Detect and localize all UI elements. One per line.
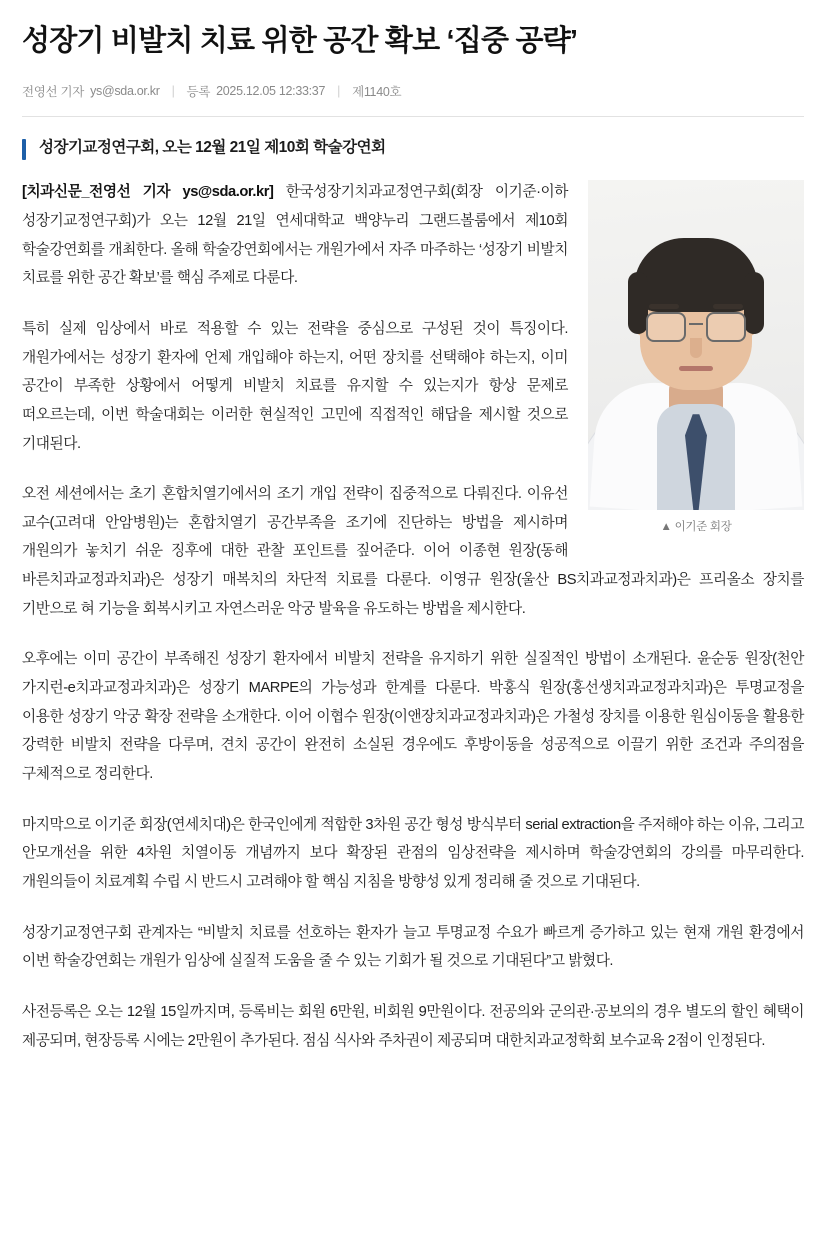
subheadline-block [22,137,804,160]
paragraph: 사전등록은 오는 12월 15일까지며, 등록비는 회원 6만원, 비회원 9만원이다. 전공의와 군의관·공보의의 경우 별도의 할인 혜택이 제공되며, 현장등록 시에는 2만원이 추가된다. 점심 식사와 주차권이 제공되며 대한치과교정학회 보수교육 2점이 인정된다. [22,1004,804,1049]
byline-divider-1: | [171,84,175,99]
byline-registered-label: 등록 [186,85,211,100]
lead-label: [치과신문_전영선 기자 ys@sda.or.kr] [22,184,274,201]
paragraph: 특히 실제 임상에서 바로 적용할 수 있는 전략을 중심으로 구성된 것이 특징이다. 개원가에서는 성장기 환자에 언제 개입해야 하는지, 어떤 장치를 선택해야 하는지, 이미 공간이 부족한 상황에서 어떻게 비발치 치료를 유지할 수 있는지가 항상 문제로 떠오르는데, 이번 학술대회는 이러한 현실적인 고민에 직접적인 해답을 제시할 것으로 기대된다. [22,320,568,452]
byline-author: 전영선 기자 [22,85,85,100]
portrait-image [588,180,804,510]
page-title: 성장기 비발치 치료 위한 공간 확보 ‘집중 공략’ [22,25,578,57]
paragraph: 성장기교정연구회 관계자는 “비발치 치료를 선호하는 환자가 늘고 투명교정 수요가 빠르게 증가하고 있는 현재 개원 환경에서 이번 학술강연회는 개원가 임상에 실질적 도움을 줄 수 있는 기회가 될 것으로 기대된다”고 밝혔다. [22,924,804,970]
figure-caption-text: 이기준 회장 [674,521,732,534]
article-body [22,178,804,1055]
byline-registered-datetime: 2025.12.05 12:33:37 [216,84,326,99]
paragraph: 오전 세션에서는 초기 혼합치열기에서의 조기 개입 전략이 집중적으로 다뤄진다. 이유선 교수(고려대 안암병원)는 혼합치열기 공간부족을 조기에 진단하는 방법을 제시하며 개원의가 놓치기 쉬운 징후에 대한 관찰 포인트를 짚어준다. 이어 이종현 원장(동해 바른치과교정과치과)은 성장기 매복치의 차단적 치료를 다룬다. 이영규 원장(울산 BS치과교정과치과)은 프리올소 장치를 기반으로 혀 기능을 회복시키고 자연스러운 악궁 발육을 유도하는 방법을 제시한다. [22,486,804,617]
header-divider [22,116,804,117]
paragraph: 오후에는 이미 공간이 부족해진 성장기 환자에서 비발치 전략을 유지하기 위한 실질적인 방법이 소개된다. 윤순동 원장(천안 가지런-e치과교정과치과)은 성장기 MARPE의 가능성과 한계를 다룬다. 박홍식 원장(홍선생치과교정과치과)은 투명교정을 이용한 성장기 악궁 확장 전략을 소개한다. 이어 이협수 원장(이앤장치과교정과치과)은 가철성 장치를 이용한 원심이동을 활용한 강력한 비발치 전략을 다루며, 견치 공간이 완전히 소실된 경우에도 후방이동을 성공적으로 이끌기 위한 조건과 주의점을 구체적으로 정리한다. [22,651,804,783]
subheadline: 성장기교정연구회, 오는 12월 21일 제10회 학술강연회 [39,139,386,157]
byline [22,82,804,100]
article-figure [588,180,804,534]
byline-divider-2: | [337,84,341,99]
paragraph: 마지막으로 이기준 회장(연세치대)은 한국인에게 적합한 3차원 공간 형성 방식부터 serial extraction을 주저해야 하는 이유, 그리고 안모개선을 위한 4차원 치열이동 개념까지 보다 확장된 관점의 임상전략을 제시하며 학술강연회의 강의를 마무리한다. 개원의들이 치료계획 수립 시 반드시 고려해야 할 핵심 지침을 방향성 있게 정리해 줄 것으로 기대된다. [22,816,804,891]
triangle-up-icon: ▲ [660,521,672,534]
figure-caption [588,518,804,534]
paragraph-text: 한국성장기치과교정연구회(회장 이기준·이하 성장기교정연구회)가 오는 12월 21일 연세대학교 백양누리 그랜드볼룸에서 제10회 학술강연회를 개최한다. 올해 학술강연회에서는 개원가에서 자주 마주하는 ‘성장기 비발치 치료를 위한 공간 확보’를 핵심 주제로 다룬다. [22,184,569,287]
byline-issue: 제1140호 [352,85,402,100]
byline-author-email[interactable]: ys@sda.or.kr [90,84,160,99]
accent-bar [22,139,26,160]
